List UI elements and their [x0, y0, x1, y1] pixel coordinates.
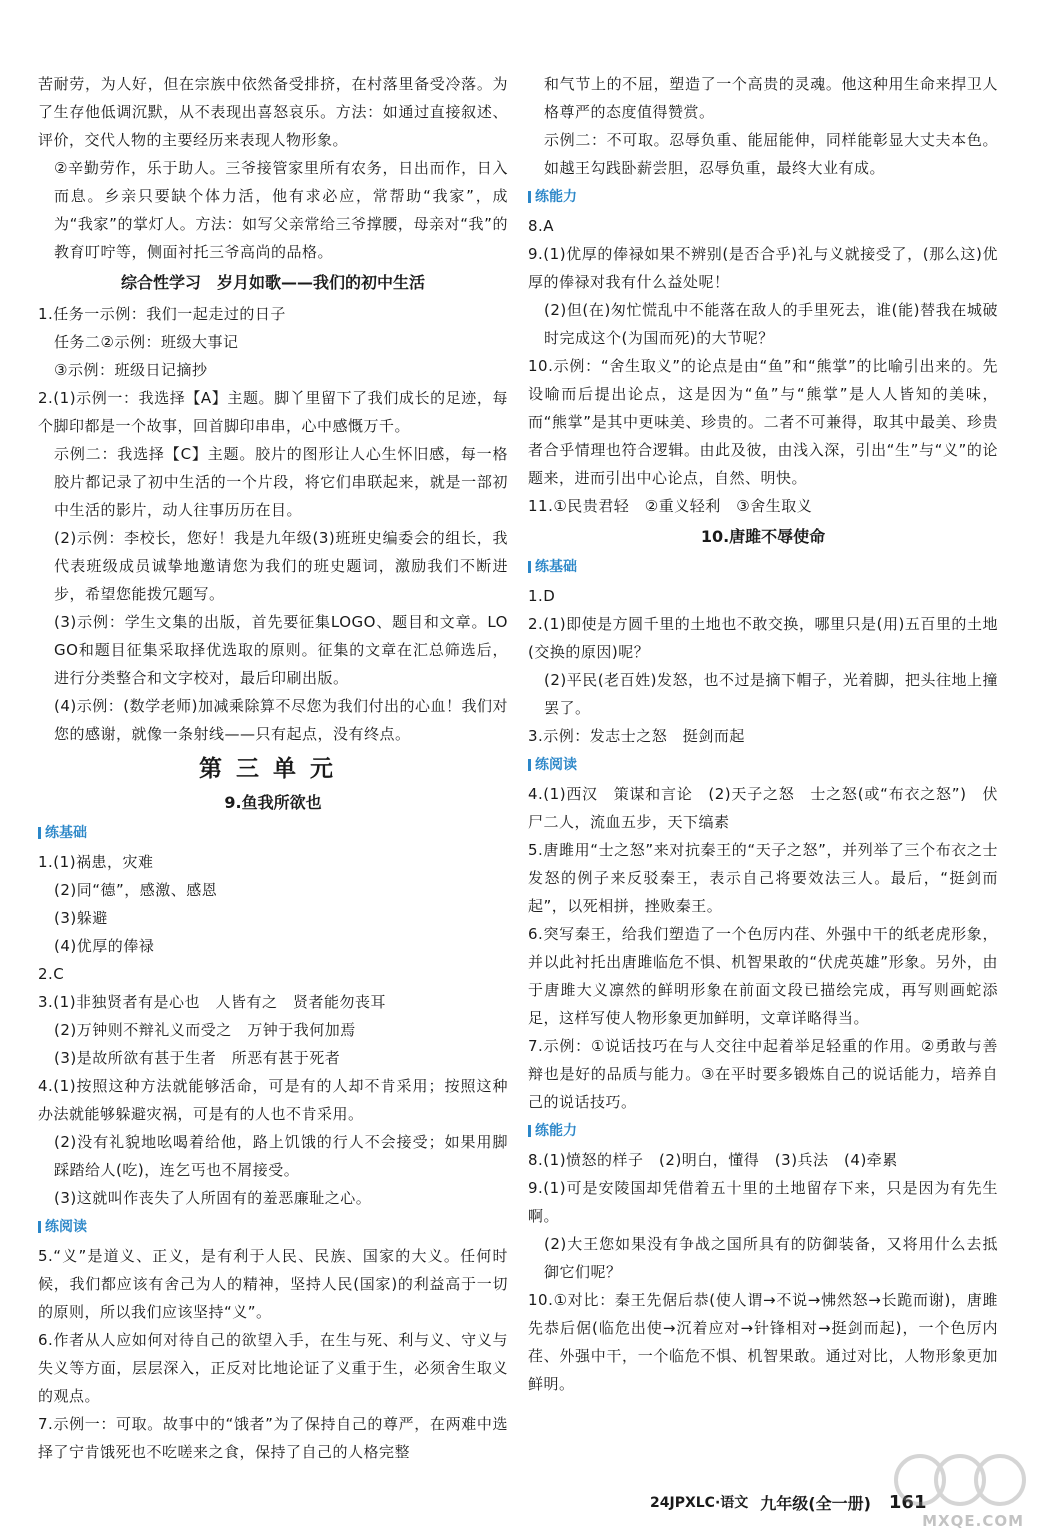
answer-item: (3)躲避: [54, 909, 108, 927]
section-reading-label: [38, 1214, 508, 1240]
answer-item: 9.(1)优厚的俸禄如果不辨别(是否合乎)礼与义就接受了，(那么这)优厚的俸禄对我有什么益处呢！: [528, 245, 998, 291]
answer-item: 8.A: [528, 217, 555, 235]
unit-title: 第三单元: [199, 756, 347, 782]
section-title-comprehensive: 综合性学习 岁月如歌——我们的初中生活: [120, 273, 425, 292]
page-number: 161: [888, 1491, 927, 1513]
lesson-title: 9.鱼我所欲也: [224, 793, 322, 812]
answer-item: 1.D: [528, 587, 556, 605]
book-code: 24JPXLC·语文: [650, 1495, 749, 1511]
answer-item: (4)示例：(数学老师)加减乘除算不尽您为我们付出的心血！我们对您的感谢，就像一条射线——只有起点，没有终点。: [54, 697, 508, 743]
right-column: [528, 70, 998, 1398]
answer-item: (2)平民(老百姓)发怒，也不过是摘下帽子，光着脚，把头往地上撞罢了。: [544, 671, 998, 717]
answer-item: (2)同“德”，感激、感恩: [54, 881, 218, 899]
answer-item: 7.示例一：可取。故事中的“饿者”为了保持自己的尊严，在两难中选择了宁肯饿死也不吃嗟来之食，保持了自己的人格完整: [38, 1415, 508, 1461]
paragraph: 和气节上的不屈，塑造了一个高贵的灵魂。他这种用生命来捍卫人格尊严的态度值得赞赏。: [544, 75, 998, 121]
section-reading-label: [528, 752, 998, 778]
answer-item: (2)示例：李校长，您好！我是九年级(3)班班史编委会的组长，我代表班级成员诚挚地邀请您为我们的班史题词，激励我们不断进步，希望您能拨冗题写。: [54, 529, 508, 603]
section-marker-icon: [528, 1125, 531, 1137]
left-column: [38, 70, 508, 1466]
answer-item: (4)优厚的俸禄: [54, 937, 155, 955]
answer-item: 2.C: [38, 965, 65, 983]
paragraph: 苦耐劳，为人好，但在宗族中依然备受排挤，在村落里备受冷落。为了生存他低调沉默，从不表现出喜怒哀乐。方法：如通过直接叙述、评价，交代人物的主要经历来表现人物形象。: [38, 75, 508, 149]
answer-item: 6.作者从人应如何对待自己的欲望入手，在生与死、利与义、守义与失义等方面，层层深入，正反对比地论证了义重于生，必须舍生取义的观点。: [38, 1331, 508, 1405]
section-marker-icon: [38, 827, 41, 839]
answer-item: 7.示例：①说话技巧在与人交往中起着举足轻重的作用。②勇敢与善辩也是好的品质与能力。③在平时要多锻炼自己的说话能力，培养自己的说话技巧。: [528, 1037, 998, 1111]
grade-label: 九年级(全一册): [760, 1493, 871, 1513]
answer-item: ③示例：班级日记摘抄: [54, 361, 208, 379]
section-label-text: 练基础: [45, 825, 87, 841]
answer-item: (2)但(在)匆忙慌乱中不能落在敌人的手里死去，谁(能)替我在城破时完成这个(为国而死)的大节呢？: [544, 301, 998, 347]
answer-item: (2)万钟则不辩礼义而受之 万钟于我何加焉: [54, 1021, 356, 1039]
section-label-text: 练阅读: [535, 757, 577, 773]
answer-item: 1.任务一示例：我们一起走过的日子: [38, 305, 286, 323]
section-basic-label: [38, 820, 508, 846]
answer-item: (3)示例：学生文集的出版，首先要征集LOGO、题目和文章。LOGO和题目征集采取择优选取的原则。征集的文章在汇总筛选后，进行分类整合和文字校对，最后印刷出版。: [54, 613, 508, 687]
section-basic-label: [528, 554, 998, 580]
answer-item: 2.(1)示例一：我选择【A】主题。脚丫里留下了我们成长的足迹，每个脚印都是一个故事，回首脚印串串，心中感慨万千。: [38, 389, 508, 435]
section-ability-label: [528, 1118, 998, 1144]
section-label-text: 练基础: [535, 559, 577, 575]
paragraph: 示例二：不可取。忍辱负重、能屈能伸，同样能彰显大丈夫本色。如越王勾践卧薪尝胆，忍辱负重，最终大业有成。: [544, 131, 998, 177]
section-ability-label: [528, 184, 998, 210]
answer-item: 4.(1)西汉 策谋和言论 (2)天子之怒 士之怒(或“布衣之怒”) 伏尸二人，流血五步，天下缟素: [528, 785, 998, 831]
watermark-logo: [860, 1440, 1030, 1530]
answer-item: 11.①民贵君轻 ②重义轻利 ③舍生取义: [528, 497, 813, 515]
answer-item: 任务二②示例：班级大事记: [54, 333, 239, 351]
section-label-text: 练阅读: [45, 1219, 87, 1235]
answer-item: 5.唐雎用“士之怒”来对抗秦王的“天子之怒”，并列举了三个布衣之士发怒的例子来反驳秦王，表示自己将要效法三人。最后，“挺剑而起”，以死相拼，挫败秦王。: [528, 841, 998, 915]
section-marker-icon: [528, 561, 531, 573]
answer-item: 6.突写秦王，给我们塑造了一个色厉内荏、外强中干的纸老虎形象，并以此衬托出唐雎临危不惧、机智果敢的“伏虎英雄”形象。另外，由于唐雎大义凛然的鲜明形象在前面文段已描绘完成，再写则画蛇添足，这样写使人物形象更加鲜明，文章详略得当。: [528, 925, 998, 1027]
lesson-title: 10.唐雎不辱使命: [700, 527, 826, 546]
answer-item: (2)没有礼貌地吆喝着给他，路上饥饿的行人不会接受；如果用脚踩踏给人(吃)，连乞丐也不屑接受。: [54, 1133, 508, 1179]
answer-item: 3.示例：发志士之怒 挺剑而起: [528, 727, 745, 745]
section-label-text: 练能力: [535, 189, 577, 205]
answer-item: 5.“义”是道义、正义，是有利于人民、民族、国家的大义。任何时候，我们都应该有舍己为人的精神，坚持人民(国家)的利益高于一切的原则，所以我们应该坚持“义”。: [38, 1247, 508, 1321]
section-marker-icon: [528, 759, 531, 771]
answer-item: 10.①对比：秦王先倨后恭(使人谓→不说→怫然怒→长跪而谢)，唐雎先恭后倨(临危出使→沉着应对→针锋相对→挺剑而起)，一个色厉内荏、外强中干，一个临危不惧、机智果敢。通过对比，人物形象更加鲜明。: [528, 1291, 998, 1393]
answer-item: 8.(1)愤怒的样子 (2)明白，懂得 (3)兵法 (4)牵累: [528, 1151, 898, 1169]
answer-item: 示例二：我选择【C】主题。胶片的图形让人心生怀旧感，每一格胶片都记录了初中生活的一个片段，将它们串联起来，就是一部初中生活的影片，动人往事历历在目。: [54, 445, 508, 519]
answer-item: 1.(1)祸患，灾难: [38, 853, 154, 871]
paragraph: ②辛勤劳作，乐于助人。三爷接管家里所有农务，日出而作，日入而息。乡亲只要缺个体力活，他有求必应，常帮助“我家”，成为“我家”的掌灯人。方法：如写父亲常给三爷撑腰，母亲对“我”的教育叮咛等，侧面衬托三爷高尚的品格。: [54, 159, 508, 261]
answer-item: 2.(1)即使是方圆千里的土地也不敢交换，哪里只是(用)五百里的土地(交换的原因)呢？: [528, 615, 998, 661]
answer-item: (2)大王您如果没有争战之国所具有的防御装备，又将用什么去抵御它们呢？: [544, 1235, 998, 1281]
answer-item: (3)这就叫作丧失了人所固有的羞恶廉耻之心。: [54, 1189, 372, 1207]
answer-item: 3.(1)非独贤者有是心也 人皆有之 贤者能勿丧耳: [38, 993, 387, 1011]
answer-item: 9.(1)可是安陵国却凭借着五十里的土地留存下来，只是因为有先生啊。: [528, 1179, 998, 1225]
watermark-text: MXQE.COM: [922, 1512, 1024, 1530]
section-marker-icon: [528, 191, 531, 203]
answer-item: 4.(1)按照这种方法就能够活命，可是有的人却不肯采用；按照这种办法就能够躲避灾祸，可是有的人也不肯采用。: [38, 1077, 508, 1123]
section-marker-icon: [38, 1221, 41, 1233]
section-label-text: 练能力: [535, 1123, 577, 1139]
answer-item: 10.示例：“舍生取义”的论点是由“鱼”和“熊掌”的比喻引出来的。先设喻而后提出论点，这是因为“鱼”与“熊掌”是人人皆知的美味，而“熊掌”是其中更味美、珍贵的。二者不可兼得，取其中最美、珍贵者合乎情理也符合逻辑。由此及彼，由浅入深，引出“生”与“义”的论题来，进而引出中心论点，自然、明快。: [528, 357, 998, 487]
answer-item: (3)是故所欲有甚于生者 所恶有甚于死者: [54, 1049, 341, 1067]
